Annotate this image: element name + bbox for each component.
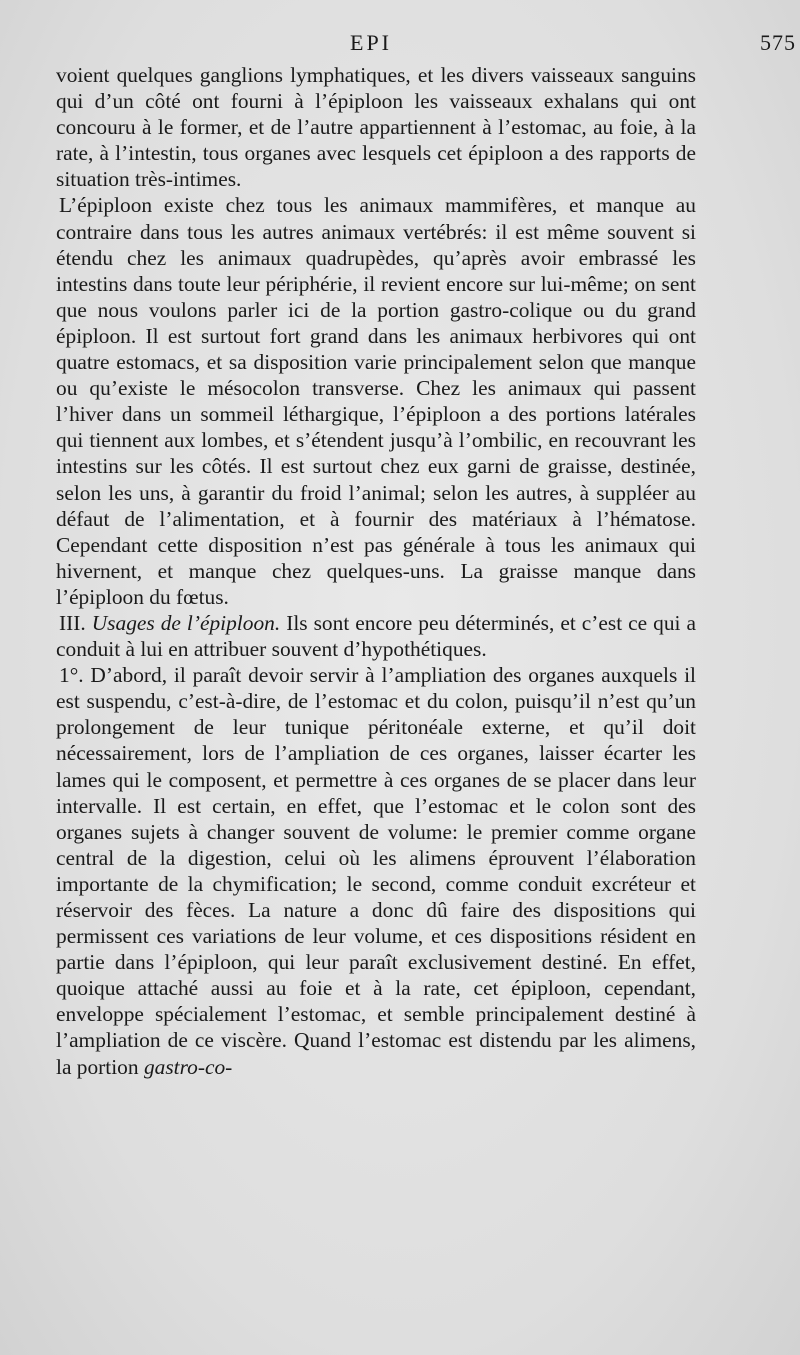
paragraph-text: 1°. D’abord, il paraît devoir servir à l’ampliation des organes auxquels il est suspendu, c’est-à-dire, de l’estomac et du colon, puisqu’il n’est qu’un prolongement de leur tunique péritonéale externe, et qu’il doit nécessairement, lors de l’ampliation de ces organes, laisser écarter les lames qui le composent, et permettre à ces organes de se placer dans leur intervalle. Il est certain, en effet, que l’estomac et le colon sont des organes sujets à changer souvent de volume: le premier comme organe central de la digestion, celui où les alimens éprouvent l’élaboration importante de la chymification; le second, comme conduit excréteur et réservoir des fèces. La nature a donc dû faire des dispositions qui permissent ces variations de leur volume, et ces dispositions résident en partie dans l’épiploon, qui leur paraît exclusivement destiné. En effet, quoique attaché aussi au foie et à la rate, cet épiploon, cependant, enveloppe spécialement l’estomac, et semble principalement destiné à l’ampliation de ce viscère. Quand l’estomac est distendu par les alimens, la portion [56,663,696,1079]
section-text: Ils sont encore peu déterminés, et c’est ce qui a conduit à lui en attribuer souvent d’hypothétiques. [56,610,696,662]
paragraph [56,662,696,1080]
hyphenated-tail: gastro-co- [143,1054,233,1079]
section-number: III. [59,610,86,635]
paragraph: L’épiploon existe chez tous les animaux mammifères, et manque au contraire dans tous les autres animaux vertébrés: il est même souvent si étendu chez les animaux quadrupèdes, qu’après avoir embrassé les intestins dans toute leur périphérie, il revient encore sur lui-même; on sent que nous voulons parler ici de la portion gastro-colique ou du grand épiploon. Il est surtout fort grand dans les animaux herbivores qui ont quatre estomacs, et sa disposition varie principalement selon que manque ou qu’existe le mésocolon transverse. Chez les animaux qui passent l’hiver dans un sommeil léthargique, l’épiploon a des portions latérales qui tiennent aux lombes, et s’étendent jusqu’à l’ombilic, en recouvrant les intestins sur les côtés. Il est surtout chez eux garni de graisse, destinée, selon les uns, à garantir du froid l’animal; selon les autres, à suppléer au défaut de l’alimentation, et à fournir des matériaux à l’hématose. Cependant cette disposition n’est pas générale à tous les animaux qui hivernent, et manque chez quelques-uns. La graisse manque dans l’épiploon du fœtus. [56,193,696,609]
page-header [55,30,800,60]
section-heading: Usages de l’épiploon. [91,610,281,635]
body-text [56,62,696,1080]
paragraph: voient quelques ganglions lymphatiques, et les divers vaisseaux sanguins qui d’un côté ont fourni à l’épiploon les vaisseaux exhalans qui ont concouru à le former, et de l’autre appartiennent à l’estomac, au foie, à la rate, à l’intestin, tous organes avec lesquels cet épiploon a des rapports de situation très-intimes. [56,63,696,192]
running-head: EPI [350,30,392,55]
page-number: 575 [760,30,796,55]
section-paragraph [56,610,696,662]
